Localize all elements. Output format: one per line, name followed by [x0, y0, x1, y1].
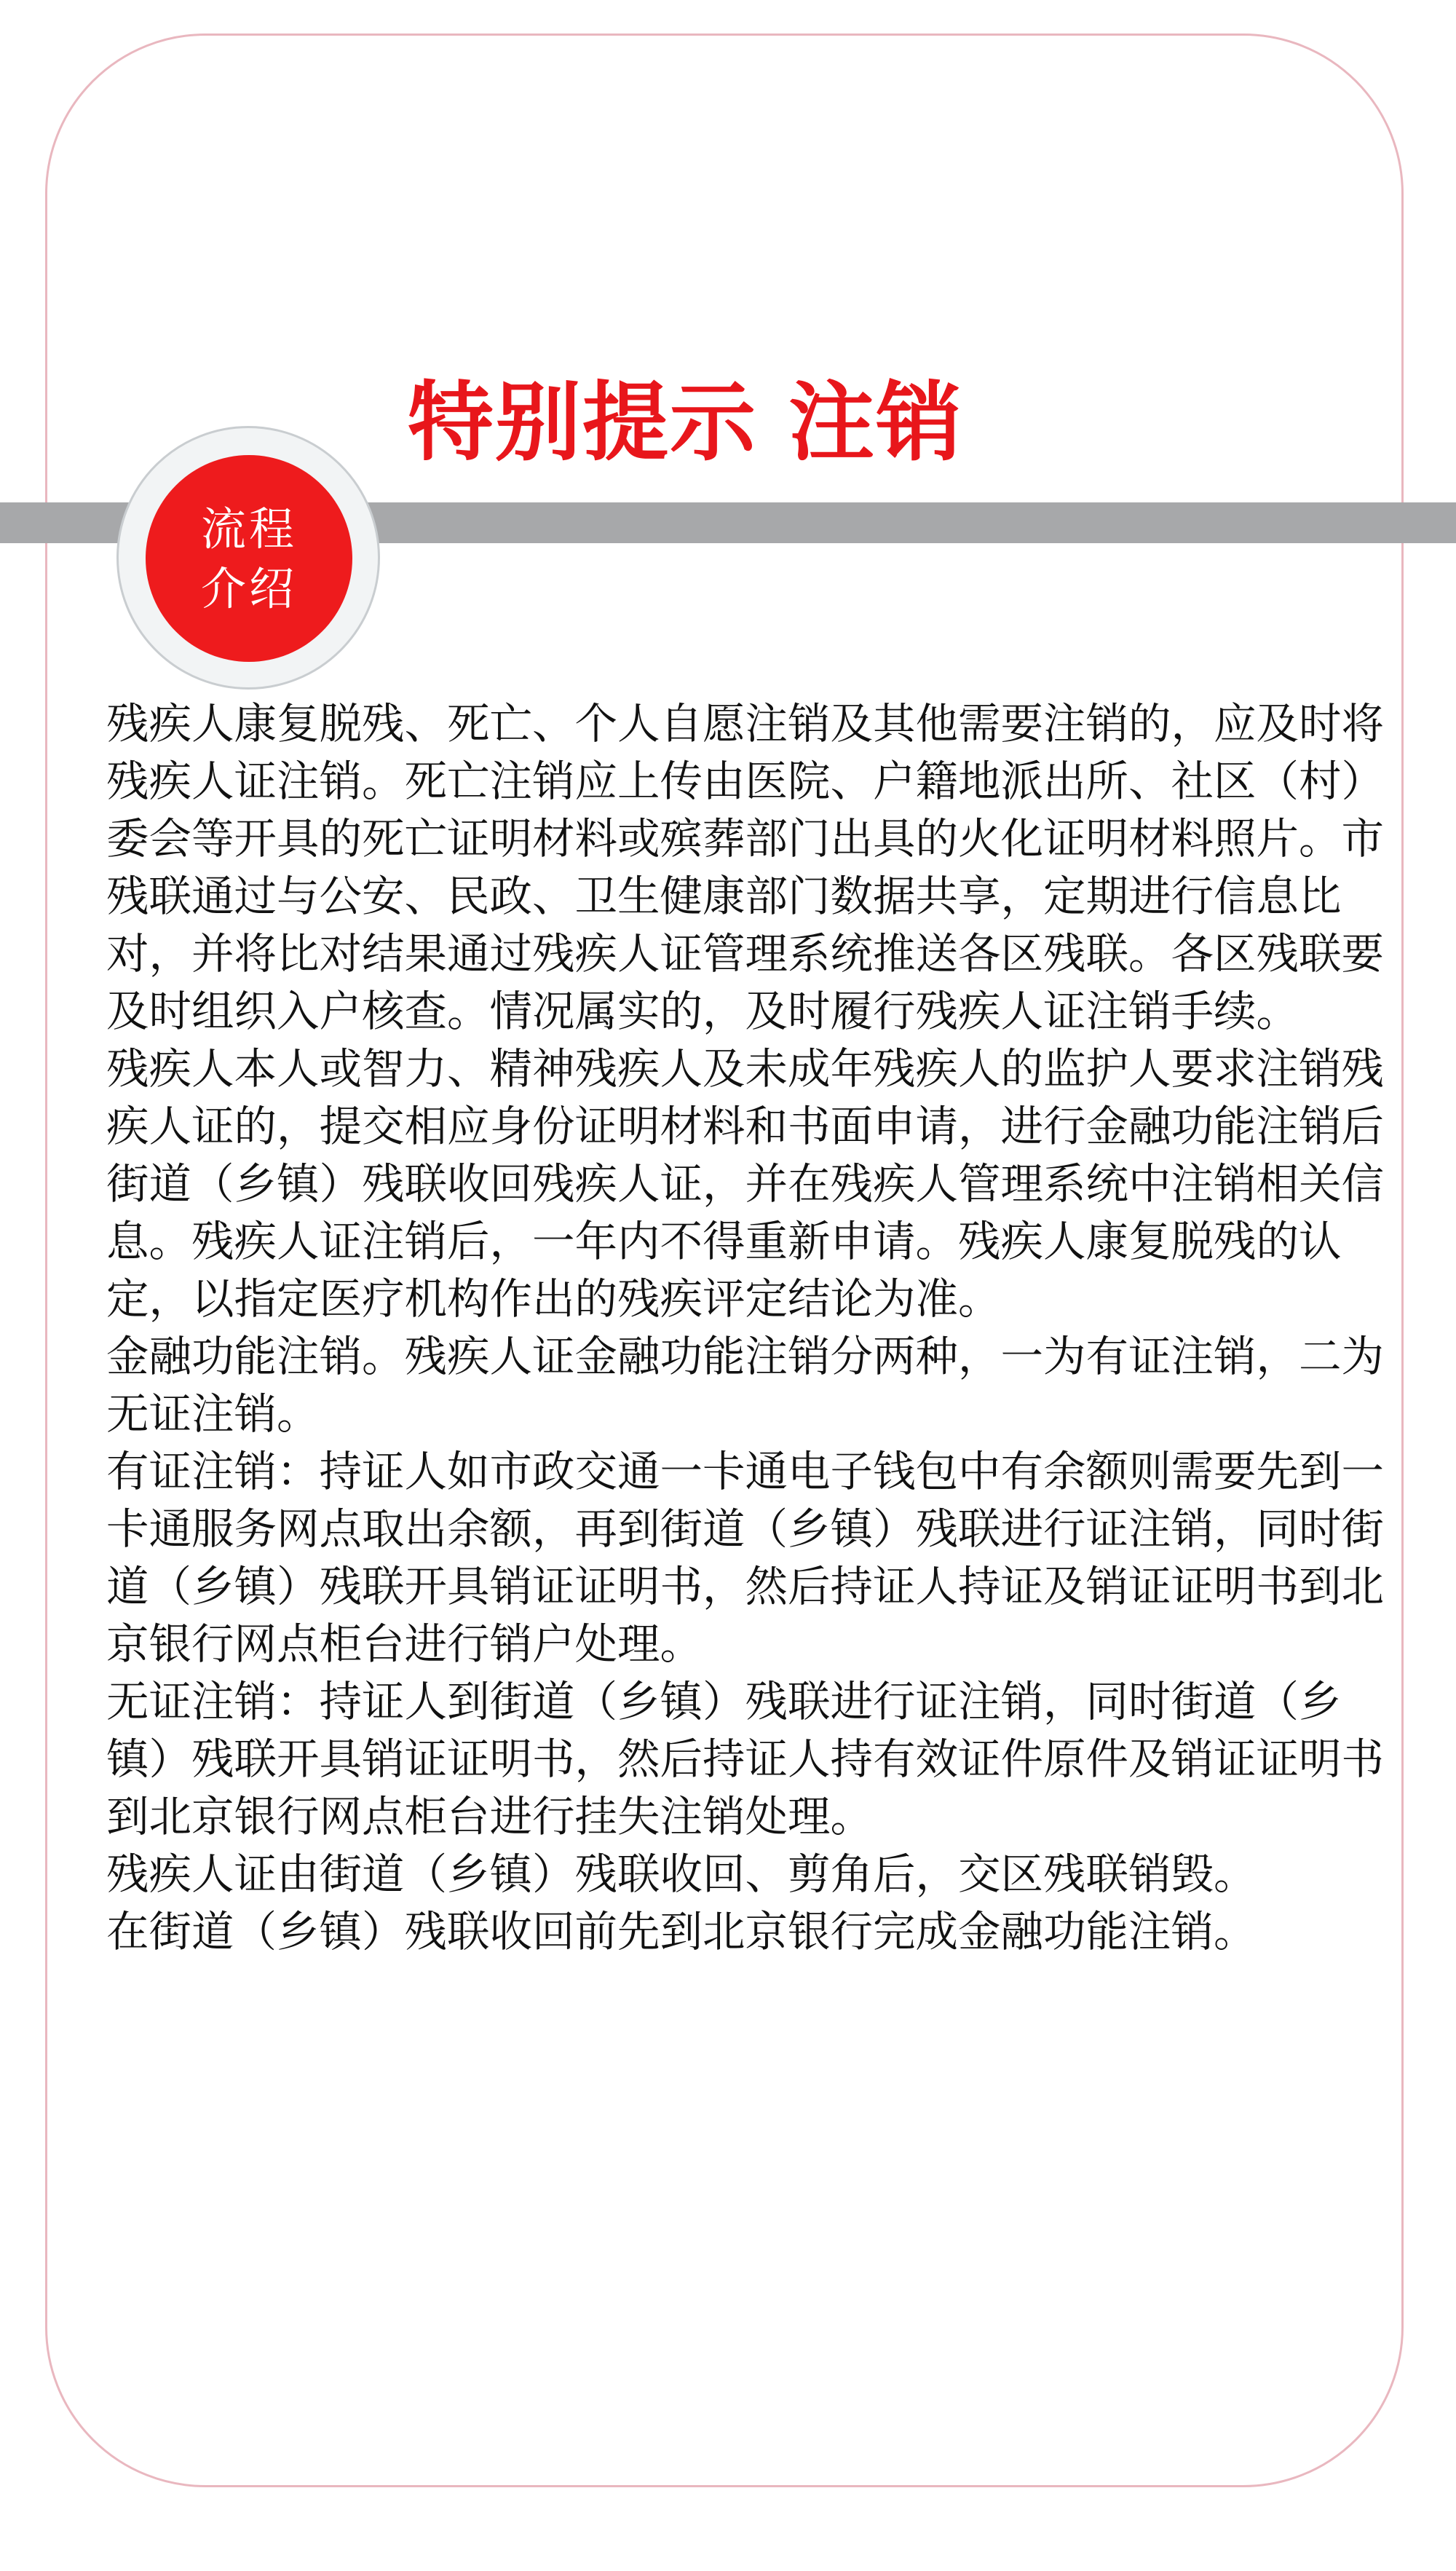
badge-line-2: 介绍: [200, 562, 297, 615]
paragraph-without-certificate: 无证注销：持证人到街道（乡镇）残联进行证注销，同时街道（乡镇）残联开具销证证明书，然后持证人持有效证件原件及销证证明书到北京银行网点柜台进行挂失注销处理。: [106, 1677, 1385, 1841]
paragraph-recall-destroy: 残疾人证由街道（乡镇）残联收回、剪角后，交区残联销毁。: [106, 1849, 1257, 1899]
paragraph-bank-first: 在街道（乡镇）残联收回前先到北京银行完成金融功能注销。: [106, 1907, 1257, 1956]
paragraph-cancellation-overview: 残疾人康复脱残、死亡、个人自愿注销及其他需要注销的，应及时将残疾人证注销。死亡注销应上传由医院、户籍地派出所、社区（村）委会等开具的死亡证明材料或殡葬部门出具的火化证明材料照片。市残联通过与公安、民政、卫生健康部门数据共享，定期进行信息比对，并将比对结果通过残疾人证管理系统推送各区残联。各区残联要及时组织入户核查。情况属实的，及时履行残疾人证注销手续。: [106, 699, 1385, 1036]
page-title: 特别提示 注销: [408, 372, 964, 473]
paragraph-financial-cancellation: 金融功能注销。残疾人证金融功能注销分两种，一为有证注销，二为无证注销。: [106, 1332, 1385, 1439]
body-text: [106, 695, 1402, 2137]
badge-line-1: 流程: [200, 502, 297, 556]
paragraph-with-certificate: 有证注销：持证人如市政交通一卡通电子钱包中有余额则需要先到一卡通服务网点取出余额，再到街道（乡镇）残联进行证注销，同时街道（乡镇）残联开具销证证明书，然后持证人持证及销证证明书到北京银行网点柜台进行销户处理。: [106, 1447, 1385, 1669]
process-intro-badge: [146, 455, 352, 662]
paragraph-self-request: 残疾人本人或智力、精神残疾人及未成年残疾人的监护人要求注销残疾人证的，提交相应身份证明材料和书面申请，进行金融功能注销后街道（乡镇）残联收回残疾人证，并在残疾人管理系统中注销相关信息。残疾人证注销后，一年内不得重新申请。残疾人康复脱残的认定，以指定医疗机构作出的残疾评定结论为准。: [106, 1044, 1385, 1324]
